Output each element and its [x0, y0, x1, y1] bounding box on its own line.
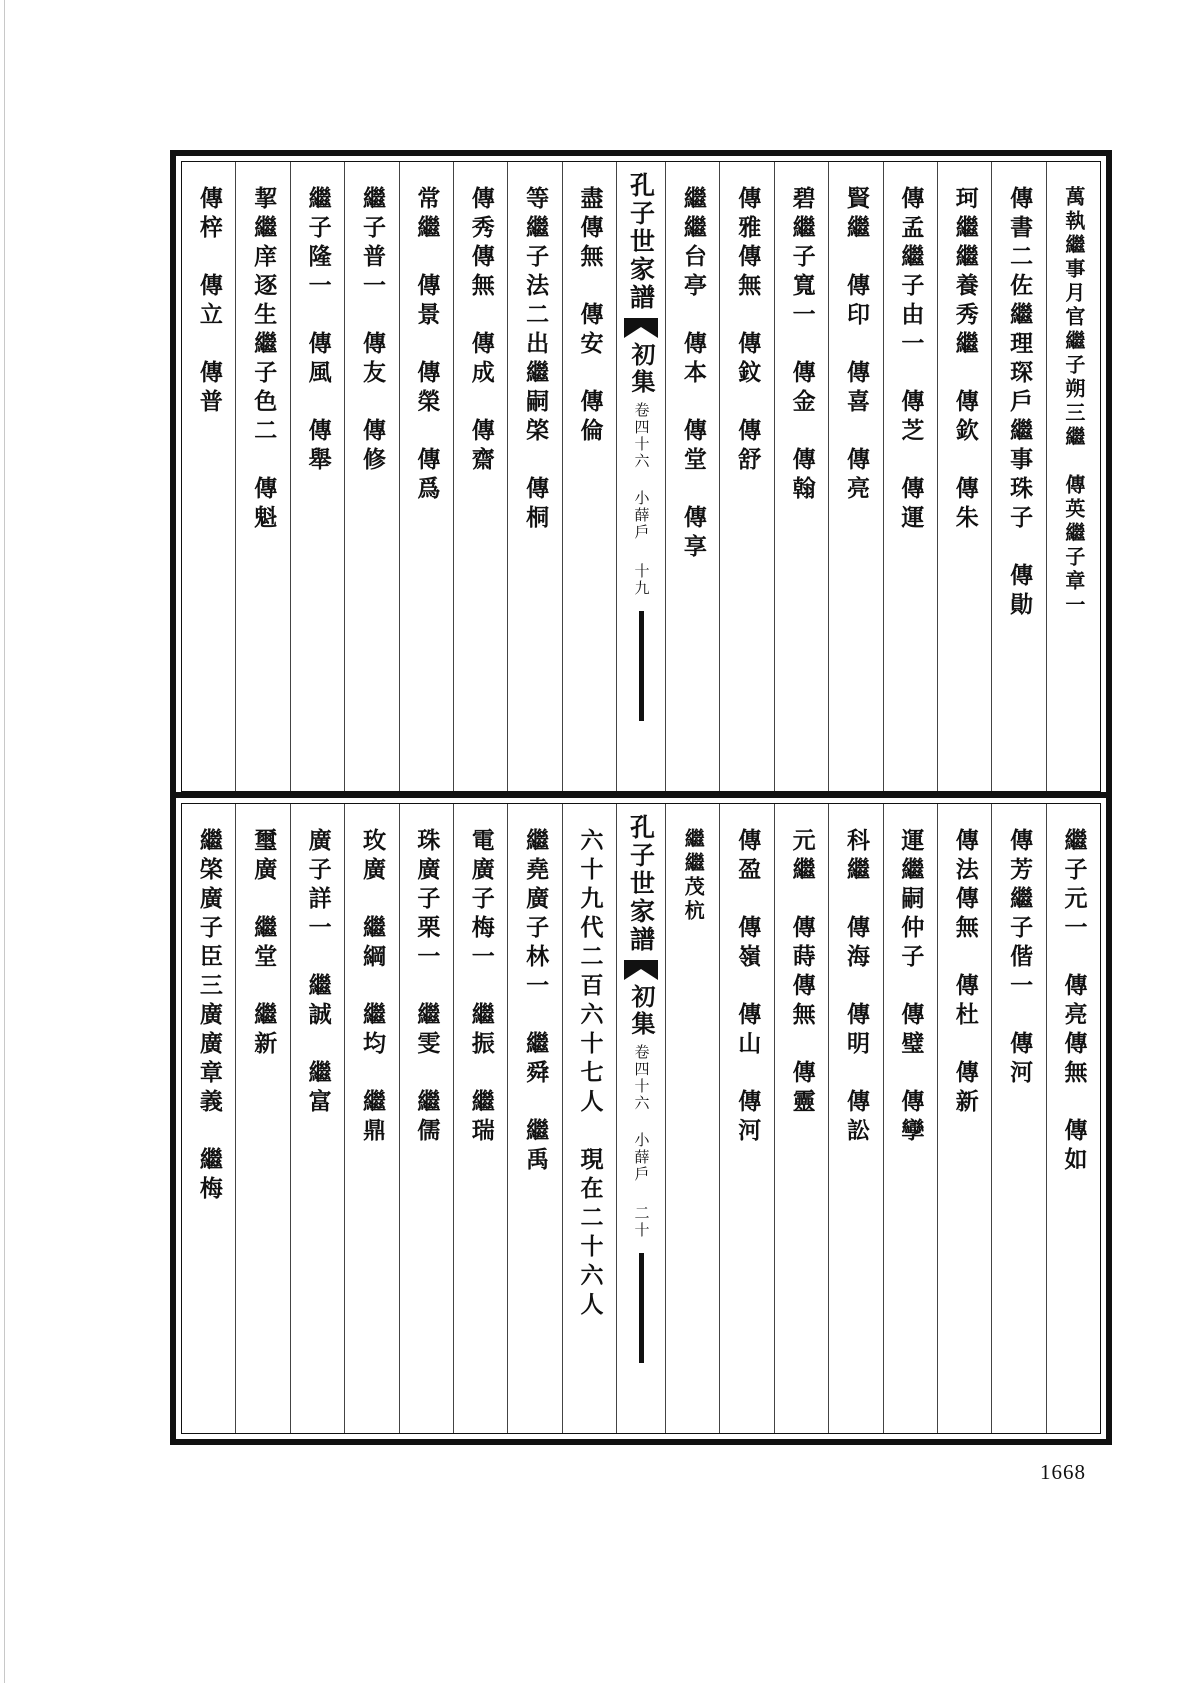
volume-label: 卷四十六 小薛戶	[632, 402, 651, 541]
text-column: 傳芳繼子偕一 傳河	[991, 804, 1045, 1433]
text-column: 常繼 傳景 傳榮 傳爲	[399, 162, 453, 791]
text-column: 傳秀傳無 傳成 傳齋	[453, 162, 507, 791]
text-column: 賢繼 傳印 傳喜 傳亮	[828, 162, 882, 791]
spine-column	[616, 804, 665, 1433]
text-column: 盡傳無 傳安 傳倫	[562, 162, 616, 791]
generation-column: 六十九代二百六十七人 現在二十六人	[562, 804, 616, 1433]
text-column: 繼堯廣子林一 繼舜 繼禹	[507, 804, 561, 1433]
text-column: 碧繼子寬一 傳金 傳翰	[774, 162, 828, 791]
text-column: 傳梓 傳立 傳普	[195, 186, 223, 418]
collection-label: 初集	[627, 984, 656, 1038]
text-column: 傳孟繼子由一 傳芝 傳運	[883, 162, 937, 791]
text-column: 玫廣 繼綱 繼均 繼鼎	[344, 804, 398, 1433]
book-title: 孔子世家譜	[626, 172, 656, 312]
collection-label: 初集	[627, 342, 656, 396]
text-column: 繼子隆一 傳風 傳舉	[290, 162, 344, 791]
volume-label: 卷四十六 小薛戶	[632, 1044, 651, 1183]
text-column: 繼子普一 傳友 傳修	[344, 162, 398, 791]
spine-bar	[639, 611, 644, 721]
text-column: 繼棨廣子臣三廣廣章義 繼梅	[195, 828, 223, 1205]
text-column: 運繼嗣仲子 傳璧 傳孿	[883, 804, 937, 1433]
text-column: 傳法傳無 傳杜 傳新	[937, 804, 991, 1433]
text-column: 廣子詳一 繼誠 繼富	[290, 804, 344, 1433]
text-column: 等繼子法二出繼嗣棨 傳桐	[507, 162, 561, 791]
text-column: 元繼 傳蒔傳無 傳靈	[774, 804, 828, 1433]
fishtail-mark-icon	[624, 318, 658, 338]
page-number: 1668	[1040, 1460, 1086, 1484]
leaf-number: 十九	[632, 563, 651, 597]
spine-bar	[639, 1253, 644, 1363]
scan-margin-line	[4, 0, 5, 1683]
text-column: 萬執繼事月官繼子朔三繼 傳英繼子章一	[1046, 162, 1100, 791]
plate-frame	[181, 803, 1101, 1434]
text-column: 繼繼台亭 傳本 傳堂 傳享	[665, 162, 719, 791]
plate-frame	[181, 161, 1101, 792]
text-column: 繼子元一 傳亮傳無 傳如	[1046, 804, 1100, 1433]
text-column: 繼繼茂杭	[665, 804, 719, 1433]
text-column: 電廣子梅一 繼振 繼瑞	[453, 804, 507, 1433]
spine-column	[616, 162, 665, 791]
text-column: 璽廣 繼堂 繼新	[235, 804, 289, 1433]
text-column: 珠廣子栗一 繼雯 繼儒	[399, 804, 453, 1433]
leaf-number: 二十	[632, 1205, 651, 1239]
genealogy-plate-top	[170, 150, 1112, 803]
text-column: 科繼 傳海 傳明 傳訟	[828, 804, 882, 1433]
text-column: 傳雅傳無 傳鈫 傳舒	[719, 162, 773, 791]
text-column: 傳盈 傳嶺 傳山 傳河	[719, 804, 773, 1433]
book-title: 孔子世家譜	[626, 814, 656, 954]
text-column: 挈繼庠逐生繼子色二 傳魁	[235, 162, 289, 791]
fishtail-mark-icon	[624, 960, 658, 980]
text-column: 傳書二佐繼理琛戶繼事珠子 傳勛	[991, 162, 1045, 791]
genealogy-plate-bottom	[170, 792, 1112, 1445]
text-column: 珂繼繼養秀繼 傳欽 傳朱	[937, 162, 991, 791]
